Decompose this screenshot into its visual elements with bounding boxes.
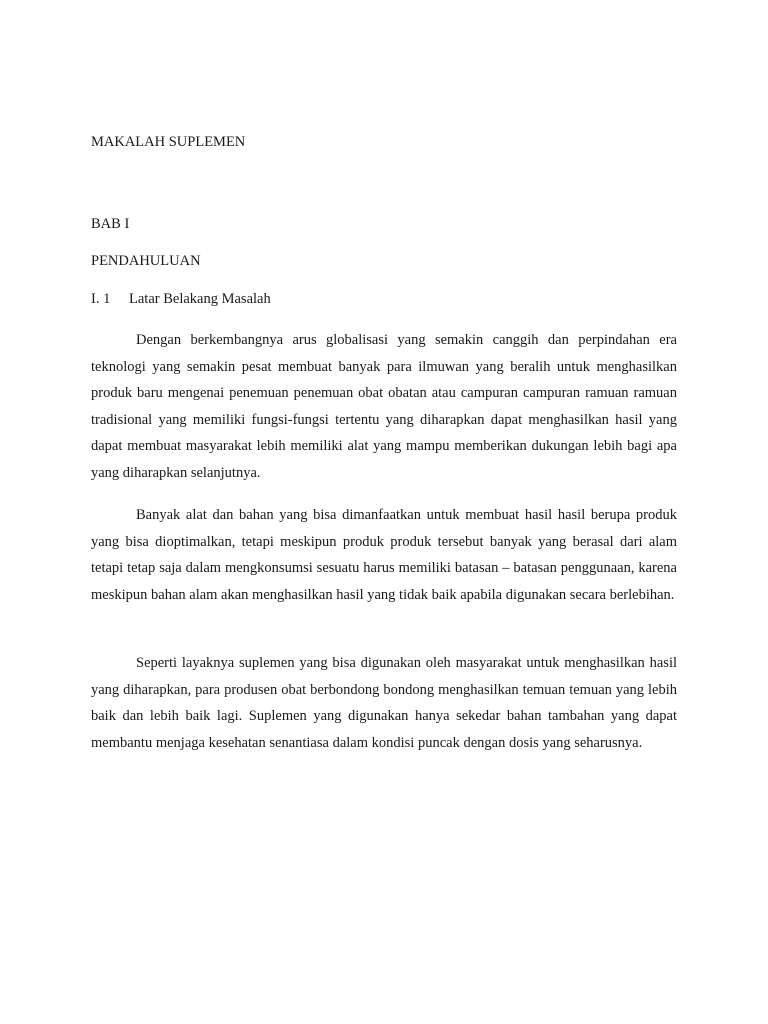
paragraph-3: Seperti layaknya suplemen yang bisa digunakan oleh masyarakat untuk menghasilkan hasil yang diharapkan, para produsen obat berbondong bondong menghasilkan temuan temuan yang lebih baik dan lebih baik lagi. Suplemen yang digunakan hanya sekedar bahan tambahan yang dapat membantu menjaga kesehatan senantiasa dalam kondisi puncak dengan dosis yang seharusnya.: [91, 655, 677, 751]
chapter-title: PENDAHULUAN: [91, 253, 201, 269]
section-title: Latar Belakang Masalah: [129, 291, 271, 307]
paragraph-2: Banyak alat dan bahan yang bisa dimanfaatkan untuk membuat hasil hasil berupa produk yang bisa dioptimalkan, tetapi meskipun produk produk tersebut banyak yang berasal dari alam tetapi tetap saja dalam mengkonsumsi sesuatu harus memiliki batasan – batasan penggunaan, karena meskipun bahan alam akan menghasilkan hasil yang tidak baik apabila digunakan secara berlebihan.: [91, 507, 677, 603]
paragraph-1: Dengan berkembangnya arus globalisasi yang semakin canggih dan perpindahan era teknologi yang semakin pesat membuat banyak para ilmuwan yang beralih untuk menghasilkan produk baru mengenai penemuan penemuan obat obatan atau campuran campuran ramuan ramuan tradisional yang memiliki fungsi-fungsi tertentu yang diharapkan dapat menghasilkan hasil yang dapat membuat masyarakat lebih memiliki alat yang mampu memberikan dukungan lebih bagi apa yang diharapkan selanjutnya.: [91, 332, 677, 481]
section-heading: [91, 290, 271, 308]
document-title: MAKALAH SUPLEMEN: [91, 134, 246, 150]
chapter-label: BAB I: [91, 216, 130, 232]
section-number: I. 1: [91, 291, 111, 307]
